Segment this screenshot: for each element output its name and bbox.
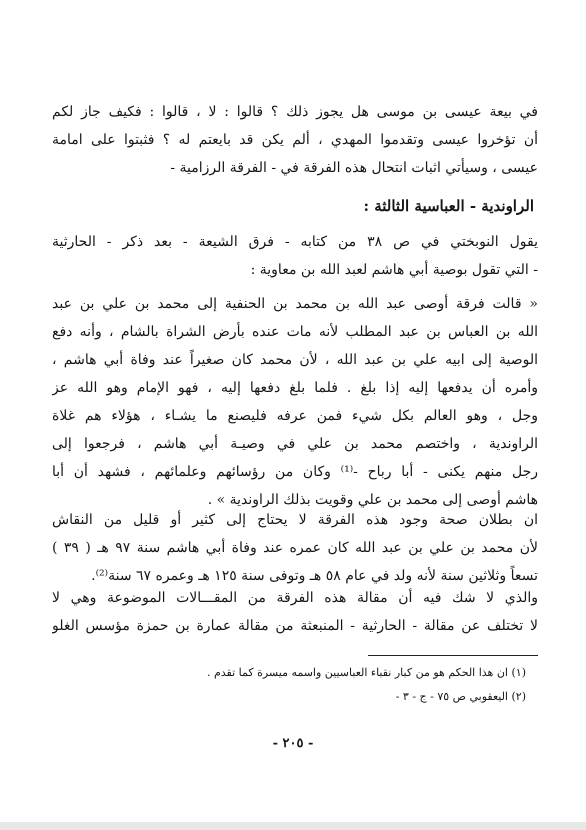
text-line: تسعاً وثلاثين سنة لأنه ولد في عام ٥٨ هـ وتوفى سنة ١٢٥ هـ وعمره ٦٧ سنة⁽²⁾. bbox=[91, 568, 538, 584]
text-line: - التي تقول بوصية أبي هاشم لعبد الله بن معاوية : bbox=[250, 262, 538, 278]
paragraph-quote-intro bbox=[52, 228, 538, 284]
text-line: الله بن العباس بن عبد المطلب لأنه مات عنده بأرض الشراة بالشام ، وأنه دفع bbox=[52, 324, 538, 340]
text-line: هاشم أوصى إلى محمد بن علي وقويت بذلك الراوندية » . bbox=[207, 492, 538, 508]
text-line: ان بطلان صحة وجود هذه الفرقة لا يحتاج إلى كثير أو قليل من النقاش bbox=[52, 512, 538, 528]
text-line: لأن محمد بن علي بن عبد الله كان عمره عند وفاة أبي هاشم سنة ٩٧ هـ ( ٣٩ ) bbox=[52, 540, 538, 556]
page-number: - ٢٠٥ - bbox=[272, 736, 314, 751]
text-line: أن تؤخروا عيسى وتقدموا المهدي ، ألم يكن قد بايعتم له ؟ فثبتوا على امامة bbox=[52, 132, 538, 148]
text-line: لا تختلف عن مقالة - الحارثية - المنبعثة من مقالة عمارة بن حمزة مؤسس الغلو bbox=[52, 618, 538, 634]
footnote-divider bbox=[368, 655, 538, 656]
footnote-1: (١) ان هذا الحكم هو من كبار نقباء العباسيين واسمه ميسرة كما تقدم . bbox=[206, 666, 526, 679]
paragraph-continuation bbox=[52, 98, 538, 182]
text-line: يقول النوبختي في ص ٣٨ من كتابه - فرق الشيعة - بعد ذكر - الحارثية bbox=[52, 234, 538, 250]
text-line: وجل ، وهو العالم بكل شيء فمن عرفه فليصنع ما يشـاء ، هؤلاء هم غلاة bbox=[52, 408, 538, 424]
section-heading: الراوندية - العباسية الثالثة : bbox=[363, 197, 534, 215]
text-line: والذي لا شك فيه أن مقالة هذه الفرقة من المقـــالات الموضوعة وهي لا bbox=[52, 590, 538, 606]
paragraph-conclusion bbox=[52, 584, 538, 640]
footnote-2: (٢) اليعقوبي ص ٧٥ - ج - ٣ - bbox=[395, 690, 526, 703]
paragraph-refutation bbox=[52, 506, 538, 590]
text-line: رجل منهم يكنى - أبا رباح -⁽¹⁾ وكان من رؤسائهم وعلمائهم ، فشهد أن أبا bbox=[52, 464, 538, 480]
text-line: وأمره أن يدفعها إليه إذا بلغ . فلما بلغ دفعها إليه ، فهو الإمام وهو الله عز bbox=[52, 380, 538, 396]
text-line: عيسى ، وسيأتي اثبات انتحال هذه الفرقة في - الفرقة الرزامية - bbox=[170, 160, 538, 176]
text-line: الراوندية ، واختصم محمد بن علي في وصيـة أبي هاشم ، فرجعوا إلى bbox=[52, 436, 538, 452]
scan-edge bbox=[0, 822, 586, 830]
text-line: الوصية إلى ابيه علي بن عبد الله ، لأن محمد كان صغيراً عند وفاة أبي هاشم ، bbox=[52, 352, 538, 368]
text-line: « قالت فرقة أوصى عبد الله بن محمد بن الحنفية إلى محمد بن علي بن عبد bbox=[52, 296, 538, 312]
paragraph-quotation bbox=[52, 290, 538, 514]
text-line: في بيعة عيسى بن موسى هل يجوز ذلك ؟ قالوا : لا ، قالوا : فكيف جاز لكم bbox=[52, 104, 538, 120]
